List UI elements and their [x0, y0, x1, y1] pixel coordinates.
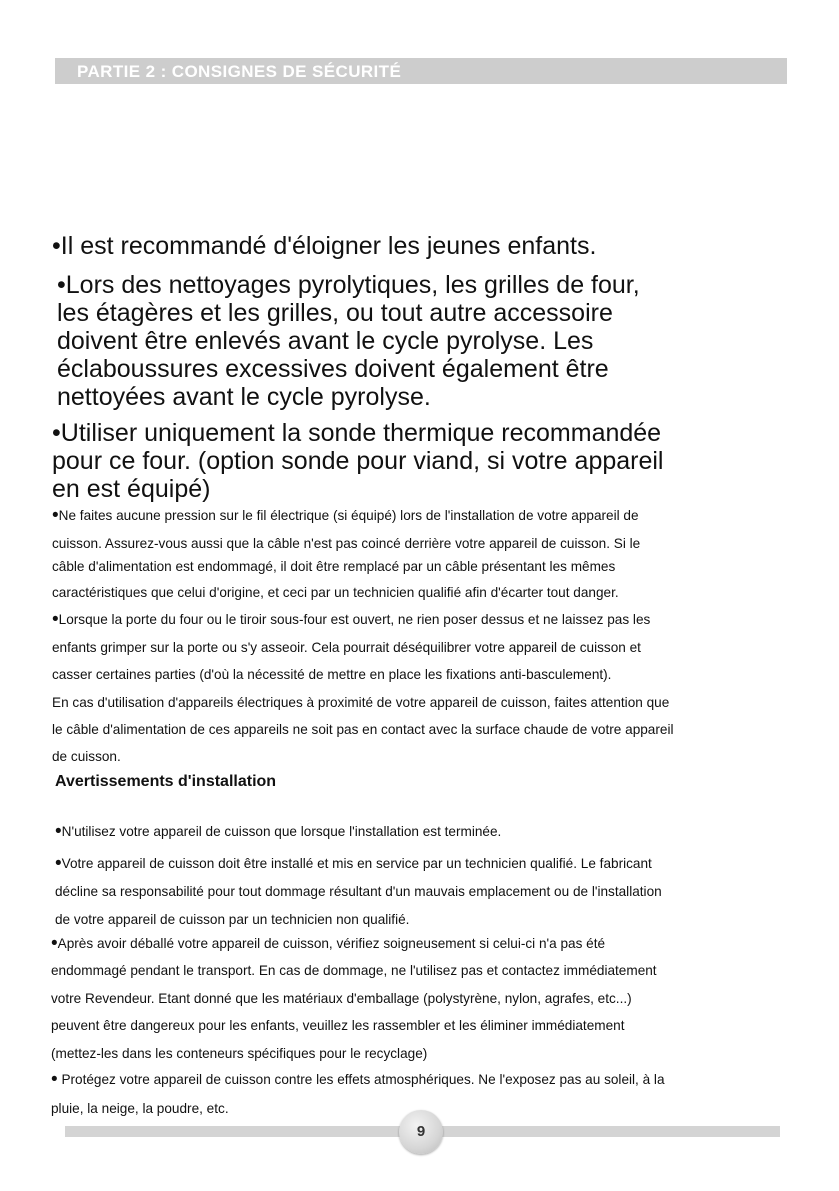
page-number: 9	[399, 1110, 443, 1154]
text-line: •Lorsque la porte du four ou le tiroir sous-four est ouvert, ne rien poser dessus et ne laissez pas les	[52, 609, 651, 630]
text-line: •Votre appareil de cuisson doit être installé et mis en service par un technicien qualifié. Le fabricant	[55, 853, 652, 874]
text-line: En cas d'utilisation d'appareils électriques à proximité de votre appareil de cuisson, faites attention que	[52, 695, 670, 710]
bullet: •	[52, 232, 61, 260]
section-title: PARTIE 2 : CONSIGNES DE SÉCURITÉ	[77, 62, 402, 81]
text-line: • Protégez votre appareil de cuisson contre les effets atmosphériques. Ne l'exposez pas au soleil, à la	[51, 1069, 665, 1090]
text-line: •Ne faites aucune pression sur le fil électrique (si équipé) lors de l'installation de votre appareil de	[52, 505, 639, 526]
text-line: le câble d'alimentation de ces appareils ne soit pas en contact avec la surface chaude de votre appareil	[52, 722, 674, 737]
text-line: décline sa responsabilité pour tout dommage résultant d'un mauvais emplacement ou de l'installation	[55, 884, 662, 899]
text-line: cuisson. Assurez-vous aussi que la câble n'est pas coincé derrière votre appareil de cuisson. Si le	[52, 536, 641, 551]
big-line: nettoyées avant le cycle pyrolyse.	[57, 383, 431, 411]
text-line: •Après avoir déballé votre appareil de cuisson, vérifiez soigneusement si celui-ci n'a pas été	[51, 933, 606, 954]
text-line: casser certaines parties (d'où la nécessité de mettre en place les fixations anti-basculement).	[52, 667, 612, 682]
big-line: éclaboussures excessives doivent également être	[57, 355, 609, 383]
big-paragraph-probe	[52, 419, 664, 503]
big-paragraph-pyrolysis	[57, 271, 640, 411]
big-line: •Il est recommandé d'éloigner les jeunes enfants.	[52, 232, 597, 260]
text-line: pluie, la neige, la poudre, etc.	[51, 1101, 229, 1116]
bullet: •	[57, 271, 66, 299]
big-line: pour ce four. (option sonde pour viand, si votre appareil	[52, 447, 664, 475]
section-header-bar	[55, 58, 787, 84]
text-line: peuvent être dangereux pour les enfants, veuillez les rassembler et les éliminer immédiatement	[51, 1018, 625, 1033]
text-line: câble d'alimentation est endommagé, il doit être remplacé par un câble présentant les mêmes	[52, 559, 616, 574]
text-line: de cuisson.	[52, 749, 121, 764]
bullet: •	[52, 419, 61, 447]
text-line: (mettez-les dans les conteneurs spécifiques pour le recyclage)	[51, 1046, 428, 1061]
big-line: en est équipé)	[52, 475, 211, 503]
text-line: votre Revendeur. Etant donné que les matériaux d'emballage (polystyrène, nylon, agrafes, etc...)	[51, 991, 632, 1006]
text-line: de votre appareil de cuisson par un technicien non qualifié.	[55, 912, 410, 927]
text-line: endommagé pendant le transport. En cas de dommage, ne l'utilisez pas et contactez immédiatement	[51, 963, 657, 978]
text-line: caractéristiques que celui d'origine, et ceci par un technicien qualifié afin d'écarter tout danger.	[52, 585, 619, 600]
text-line: •N'utilisez votre appareil de cuisson que lorsque l'installation est terminée.	[55, 821, 502, 842]
text-line: enfants grimper sur la porte ou s'y asseoir. Cela pourrait déséquilibrer votre appareil de cuisson et	[52, 640, 641, 655]
big-paragraph-children	[52, 232, 596, 260]
big-line: •Lors des nettoyages pyrolytiques, les grilles de four,	[57, 271, 640, 299]
big-line: •Utiliser uniquement la sonde thermique recommandée	[52, 419, 662, 447]
big-line: doivent être enlevés avant le cycle pyrolyse. Les	[57, 327, 594, 355]
big-line: les étagères et les grilles, ou tout autre accessoire	[57, 299, 613, 327]
installation-heading: Avertissements d'installation	[55, 773, 277, 790]
